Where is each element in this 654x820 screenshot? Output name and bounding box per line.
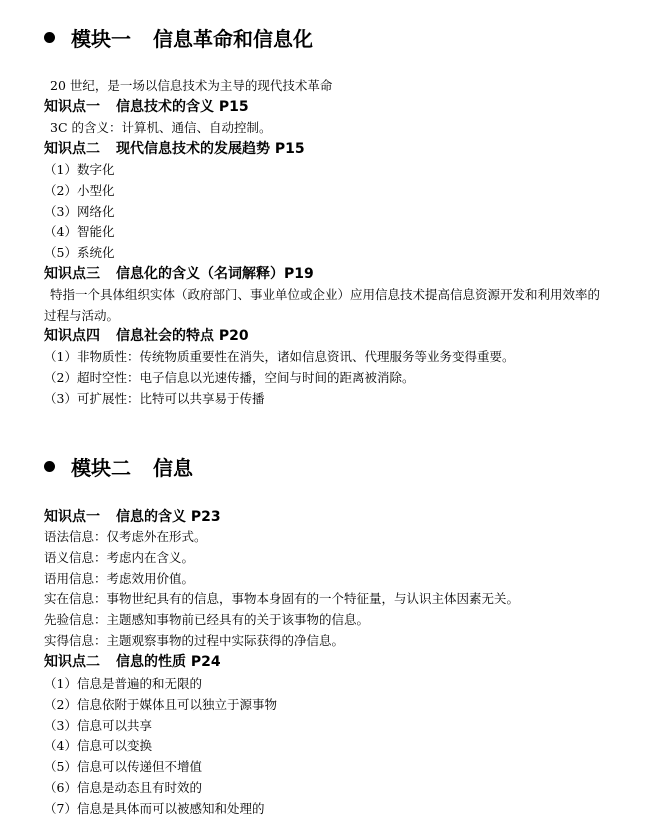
module1-heading: [44, 25, 313, 53]
list-item: 实得信息：主题观察事物的过程中实际获得的净信息。: [44, 632, 345, 648]
kp-label: 知识点四: [44, 328, 100, 344]
list-item: （5）信息可以传递但不增值: [44, 759, 202, 775]
list-item: 语法信息：仅考虑外在形式。: [44, 529, 207, 544]
list-item: （4）智能化: [44, 224, 115, 240]
module1-kp4-list: [44, 347, 514, 409]
list-item: 语义信息：考虑内在含义。: [44, 549, 195, 565]
module1-kp1-heading: [44, 97, 249, 117]
module1-title-a: 模块一: [71, 27, 131, 51]
list-item: 实在信息：事物世纪具有的信息，事物本身固有的一个特征量，与认识主体因素无关。: [44, 591, 520, 607]
module2-kp1-list: [44, 527, 519, 652]
list-item: （2）超时空性：电子信息以光速传播，空间与时间的距离被消除。: [44, 369, 415, 385]
list-item: （3）信息可以共享: [44, 717, 152, 733]
module2-kp2-heading: [44, 652, 221, 672]
kp-label: 知识点二: [44, 141, 100, 157]
list-item: 语用信息：考虑效用价值。: [44, 570, 195, 586]
module1-intro: 20 世纪，是一场以信息技术为主导的现代技术革命: [50, 78, 333, 93]
kp-title: 信息的含义 P23: [116, 509, 221, 525]
module1-kp2-list: [44, 160, 114, 264]
kp-title: 信息社会的特点 P20: [116, 328, 249, 344]
module1-kp2-heading: [44, 139, 305, 159]
list-item: （3）可扩展性：比特可以共享易于传播: [44, 390, 265, 406]
kp-label: 知识点一: [44, 509, 100, 525]
kp-label: 知识点一: [44, 99, 100, 115]
list-item: （1）信息是普遍的和无限的: [44, 676, 202, 691]
bullet-icon: [44, 32, 55, 43]
module1-title-b: 信息革命和信息化: [153, 27, 313, 51]
list-item: （1）数字化: [44, 162, 115, 177]
list-item: （6）信息是动态且有时效的: [44, 779, 202, 795]
list-item: 先验信息：主题感知事物前已经具有的关于该事物的信息。: [44, 612, 370, 628]
module1-kp4-heading: [44, 326, 249, 346]
list-item: （2）信息依附于媒体且可以独立于源事物: [44, 696, 277, 712]
kp-title: 信息技术的含义 P15: [116, 99, 249, 115]
module1-kp3-text: 特指一个具体组织实体（政府部门、事业单位或企业）应用信息技术提高信息资源开发和利用效率的过程与活动。: [44, 287, 601, 323]
module2-title-b: 信息: [153, 456, 193, 480]
list-item: （7）信息是具体而可以被感知和处理的: [44, 800, 265, 816]
kp-title: 现代信息技术的发展趋势 P15: [116, 141, 305, 157]
module2-title-a: 模块二: [71, 456, 131, 480]
kp-label: 知识点二: [44, 654, 100, 670]
list-item: （4）信息可以变换: [44, 738, 152, 754]
module2-kp2-list: [44, 674, 277, 820]
bullet-icon: [44, 461, 55, 472]
kp-title: 信息化的含义（名词解释）P19: [116, 266, 314, 282]
module1-kp3-heading: [44, 264, 314, 284]
list-item: （2）小型化: [44, 182, 115, 198]
list-item: （1）非物质性：传统物质重要性在消失，诸如信息资讯、代理服务等业务变得重要。: [44, 349, 515, 364]
list-item: （3）网络化: [44, 203, 115, 219]
module2-heading: [44, 454, 193, 482]
module1-kp1-text: 3C 的含义：计算机、通信、自动控制。: [50, 120, 272, 135]
module2-kp1-heading: [44, 507, 221, 527]
list-item: （5）系统化: [44, 245, 115, 261]
kp-title: 信息的性质 P24: [116, 654, 221, 670]
kp-label: 知识点三: [44, 266, 100, 282]
